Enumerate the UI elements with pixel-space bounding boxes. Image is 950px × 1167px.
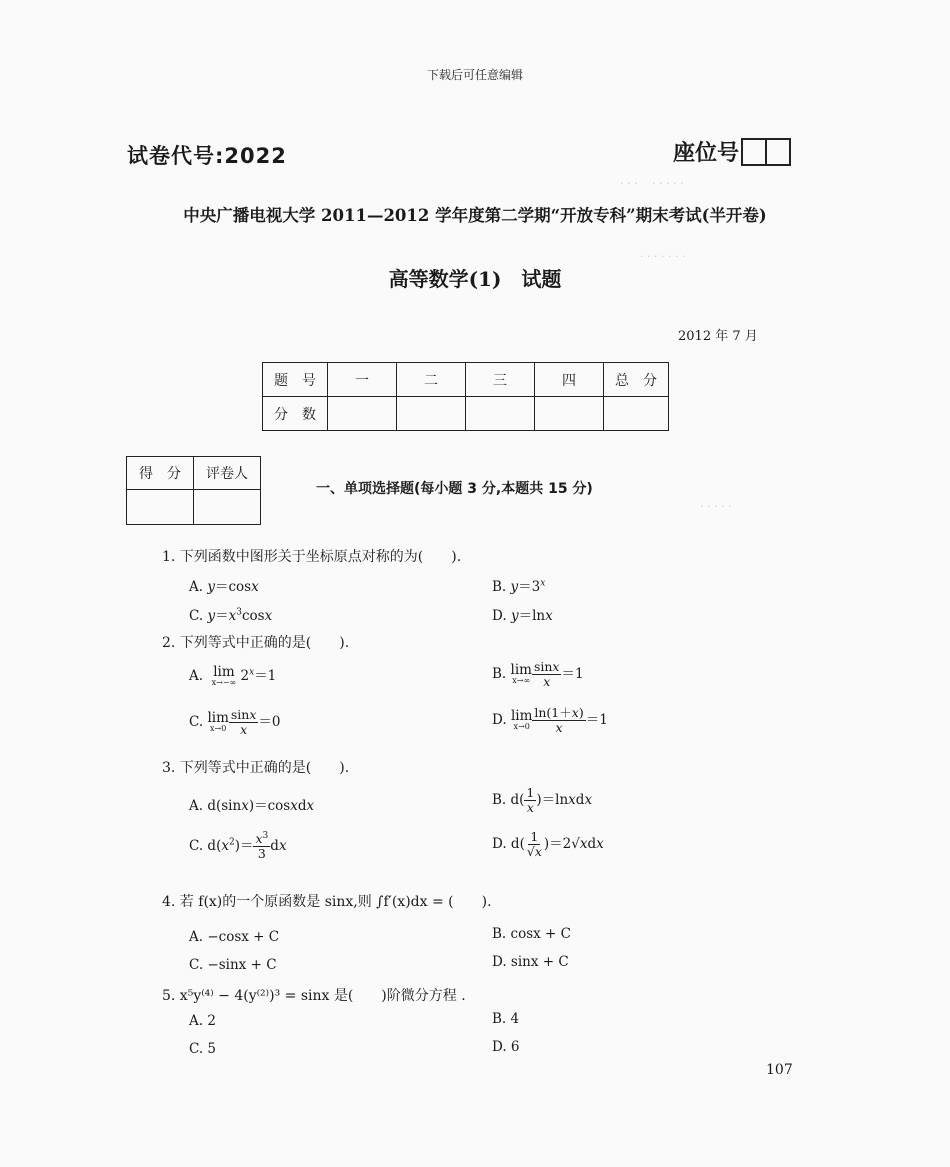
fraction: $\frac{1}{√x}$ bbox=[526, 829, 542, 859]
subject-title: 高等数学(1) 试题 bbox=[388, 267, 562, 291]
table-cell: 四 bbox=[535, 363, 604, 397]
bleed-through-text: · · · · · · · bbox=[640, 250, 686, 263]
limit-expression: lim x→−∞ bbox=[211, 663, 237, 688]
limit-subscript: x→−∞ bbox=[211, 678, 237, 688]
limit-expression: lim x→∞ bbox=[510, 661, 532, 685]
option-a: A. d(sinx)＝cosxdx bbox=[189, 798, 315, 814]
table-row bbox=[127, 490, 261, 525]
fraction: $\frac{\sin x}{x}$ bbox=[230, 707, 257, 737]
table-cell: 三 bbox=[466, 363, 535, 397]
header-note: 下载后可任意编辑 bbox=[426, 68, 523, 82]
table-cell bbox=[604, 397, 669, 431]
option-a: A. 2 bbox=[189, 1013, 216, 1029]
table-cell: 得 分 bbox=[127, 457, 194, 490]
question-stem: 4. 若 f(x)的一个原函数是 sinx,则 ∫f′(x)dx = ( ). bbox=[162, 894, 492, 910]
table-cell bbox=[328, 397, 397, 431]
option-b: B. lim x→∞ $\frac{\sin x}{x}$ ＝1 bbox=[492, 659, 584, 689]
table-cell: 总 分 bbox=[604, 363, 669, 397]
seat-number bbox=[673, 136, 791, 167]
fraction: $\frac{x^3}{3}$ bbox=[255, 831, 269, 861]
bleed-through-text: · · · · · bbox=[700, 500, 732, 513]
table-cell: 题 号 bbox=[263, 363, 328, 397]
option-a: A. −cosx + C bbox=[189, 929, 280, 945]
option-a: A. lim x→−∞ $2^x=1$ bbox=[189, 663, 277, 688]
grader-table bbox=[126, 456, 261, 525]
option-c: C. $y=x^3\cos x$ bbox=[189, 607, 273, 624]
limit-subscript: x→0 bbox=[513, 722, 530, 731]
option-d: D. lim x→0 $\frac{\ln(1+x)}{x}$ ＝1 bbox=[492, 705, 608, 735]
table-cell bbox=[127, 490, 194, 525]
option-d: D. y＝lnx bbox=[492, 608, 553, 624]
score-table bbox=[262, 362, 669, 431]
table-row bbox=[263, 397, 669, 431]
seat-label: 座位号 bbox=[673, 141, 740, 166]
table-cell bbox=[466, 397, 535, 431]
option-c: C. lim x→0 $\frac{\sin x}{x}$ ＝0 bbox=[189, 707, 281, 737]
option-d: D. d( $\frac{1}{√x}$ )＝2√xdx bbox=[492, 829, 604, 859]
option-d: D. 6 bbox=[492, 1039, 520, 1055]
school-title: 中央广播电视大学 2011—2012 学年度第二学期“开放专科”期末考试(半开卷) bbox=[183, 206, 767, 225]
option-b: B. cosx + C bbox=[492, 926, 571, 942]
option-c: C. $d(x^2)=$ $\frac{x^3}{3}$ dx bbox=[189, 831, 287, 861]
fraction: $\frac{\sin x}{x}$ bbox=[533, 659, 560, 689]
paper-code: 试卷代号:2022 bbox=[127, 144, 287, 168]
question-stem: 5. x⁵y⁽⁴⁾ − 4(y⁽²⁾)³ = sinx 是( )阶微分方程 . bbox=[162, 988, 466, 1004]
limit-subscript: x→∞ bbox=[512, 676, 531, 685]
table-cell: 一 bbox=[328, 363, 397, 397]
fraction: $\frac{1}{x}$ bbox=[526, 785, 535, 815]
option-b: B. 4 bbox=[492, 1011, 520, 1027]
page-number: 107 bbox=[766, 1062, 793, 1078]
option-b: B. d( $\frac{1}{x}$ )＝lnxdx bbox=[492, 785, 593, 815]
section-title: 一、单项选择题(每小题 3 分,本题共 15 分) bbox=[316, 481, 593, 497]
option-c: C. 5 bbox=[189, 1041, 217, 1057]
seat-box bbox=[765, 138, 791, 166]
limit-expression: lim x→0 bbox=[510, 707, 533, 731]
table-cell bbox=[397, 397, 466, 431]
table-cell: 评卷人 bbox=[194, 457, 261, 490]
table-cell bbox=[535, 397, 604, 431]
question-stem: 3. 下列等式中正确的是( ). bbox=[162, 760, 350, 776]
seat-box bbox=[741, 138, 767, 166]
limit-subscript: x→0 bbox=[210, 724, 227, 733]
question-stem: 2. 下列等式中正确的是( ). bbox=[162, 635, 350, 651]
option-c: C. −sinx + C bbox=[189, 957, 277, 973]
table-cell bbox=[194, 490, 261, 525]
table-cell: 二 bbox=[397, 363, 466, 397]
option-b: B. $y=3^x$ bbox=[492, 578, 546, 595]
table-cell: 分 数 bbox=[263, 397, 328, 431]
option-a: A. y＝cosx bbox=[189, 579, 259, 595]
bleed-through-text: · · · · · · · · bbox=[620, 177, 684, 190]
option-d: D. sinx + C bbox=[492, 954, 569, 970]
limit-expression: lim x→0 bbox=[207, 709, 229, 733]
table-row bbox=[263, 363, 669, 397]
fraction: $\frac{\ln(1+x)}{x}$ bbox=[534, 705, 584, 735]
question-stem: 1. 下列函数中图形关于坐标原点对称的为( ). bbox=[162, 549, 462, 565]
exam-date: 2012 年 7 月 bbox=[678, 329, 758, 344]
table-row bbox=[127, 457, 261, 490]
